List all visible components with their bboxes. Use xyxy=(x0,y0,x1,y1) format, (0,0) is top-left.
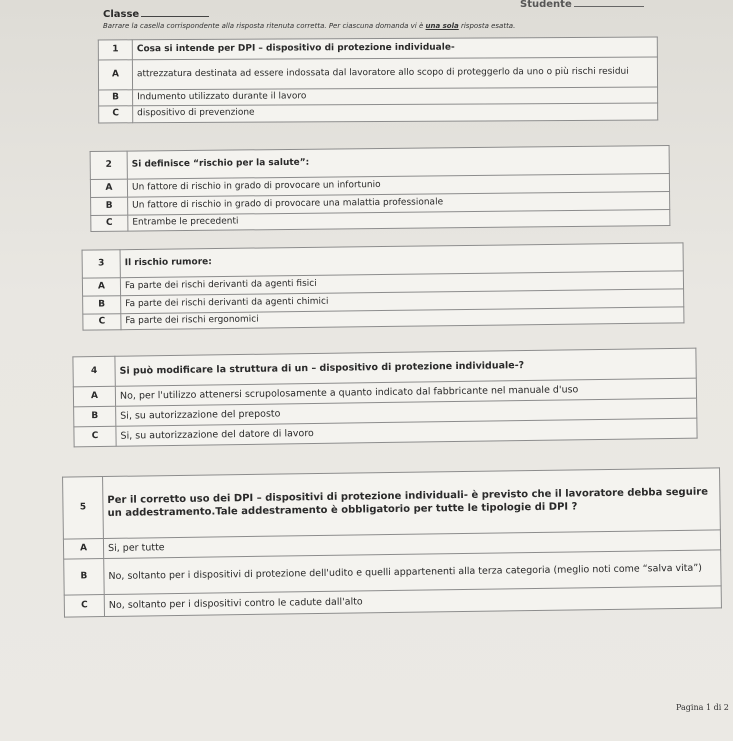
classe-field xyxy=(103,7,209,20)
question-4-table xyxy=(72,348,697,448)
option-letter[interactable]: C xyxy=(91,215,128,232)
classe-blank-line[interactable] xyxy=(141,7,209,17)
studente-blank-line[interactable] xyxy=(574,0,644,7)
instructions-post: risposta esatta. xyxy=(458,22,516,30)
question-text: Il rischio rumore: xyxy=(120,243,683,278)
question-text: Si può modificare la struttura di un – dispositivo di protezione individuale-? xyxy=(115,348,696,386)
option-text: attrezzatura destinata ad essere indossata dal lavoratore allo scopo di proteggerlo da uno o più rischi residui xyxy=(132,57,657,90)
option-text: No, soltanto per i dispositivi di protezione dell'udito e quelli appartenenti alla terza categoria (meglio noti come “salva vita”) xyxy=(104,550,721,595)
option-text: Entrambe le precedenti xyxy=(128,209,670,231)
option-letter[interactable]: B xyxy=(83,296,121,314)
page-number: Pagina 1 di 2 xyxy=(676,703,729,712)
question-number: 3 xyxy=(82,250,120,278)
instructions xyxy=(103,22,515,30)
question-number: 5 xyxy=(63,477,104,540)
question-number: 4 xyxy=(73,356,115,387)
option-letter[interactable]: C xyxy=(83,314,121,331)
question-5-table xyxy=(62,467,722,617)
question-text: Cosa si intende per DPI – dispositivo di protezione individuale- xyxy=(132,37,657,60)
question-row xyxy=(63,468,721,539)
option-letter[interactable]: A xyxy=(82,278,120,296)
option-text: Fa parte dei rischi ergonomici xyxy=(121,307,684,330)
instructions-pre: Barrare la casella corrispondente alla risposta ritenuta corretta. Per ciascuna domanda vi è xyxy=(103,22,426,30)
option-letter[interactable]: B xyxy=(64,559,104,596)
option-text: Si, su autorizzazione del datore di lavoro xyxy=(116,418,697,446)
option-letter[interactable]: A xyxy=(90,179,127,197)
question-number: 1 xyxy=(98,40,132,60)
option-text: Si, su autorizzazione del preposto xyxy=(116,398,697,426)
classe-label: Classe xyxy=(103,9,140,20)
instructions-emphasis: una sola xyxy=(425,22,459,30)
question-1-table xyxy=(98,37,658,123)
question-3-table xyxy=(82,242,685,331)
option-row[interactable] xyxy=(99,103,658,122)
option-text: Si, per tutte xyxy=(103,530,720,559)
studente-label: Studente xyxy=(520,0,572,10)
option-letter[interactable]: C xyxy=(74,426,116,447)
question-number: 2 xyxy=(90,151,127,179)
option-letter[interactable]: A xyxy=(63,539,103,560)
option-letter[interactable]: B xyxy=(74,406,116,427)
studente-field xyxy=(520,0,644,10)
option-letter[interactable]: A xyxy=(73,386,115,407)
option-letter[interactable]: C xyxy=(99,106,133,122)
option-letter[interactable]: B xyxy=(91,197,128,215)
option-letter[interactable]: A xyxy=(98,60,132,90)
option-text: No, soltanto per i dispositivi contro le cadute dall'alto xyxy=(104,586,721,617)
option-row[interactable] xyxy=(98,57,657,90)
option-text: Un fattore di rischio in grado di provocare una malattia professionale xyxy=(128,191,670,215)
question-2-table xyxy=(90,145,671,232)
option-text: No, per l'utilizzo attenersi scrupolosamente a quanto indicato dal fabbricante nel manuale d'uso xyxy=(115,378,696,406)
question-text: Si definisce “rischio per la salute”: xyxy=(127,145,669,179)
option-text: Un fattore di rischio in grado di provocare un infortunio xyxy=(127,173,669,197)
option-letter[interactable]: B xyxy=(99,90,133,106)
option-letter[interactable]: C xyxy=(64,595,104,618)
option-text: Fa parte dei rischi derivanti da agenti chimici xyxy=(121,289,684,314)
option-text: dispositivo di prevenzione xyxy=(133,103,658,122)
option-text: Indumento utilizzato durante il lavoro xyxy=(133,87,658,106)
option-text: Fa parte dei rischi derivanti da agenti fisici xyxy=(120,271,683,296)
question-text: Per il corretto uso dei DPI – dispositivi di protezione individuali- è previsto che il lavoratore debba seguire un addestramento.Tale addestramento è obbligatorio per tutte le tipologie di DPI ? xyxy=(103,468,721,539)
